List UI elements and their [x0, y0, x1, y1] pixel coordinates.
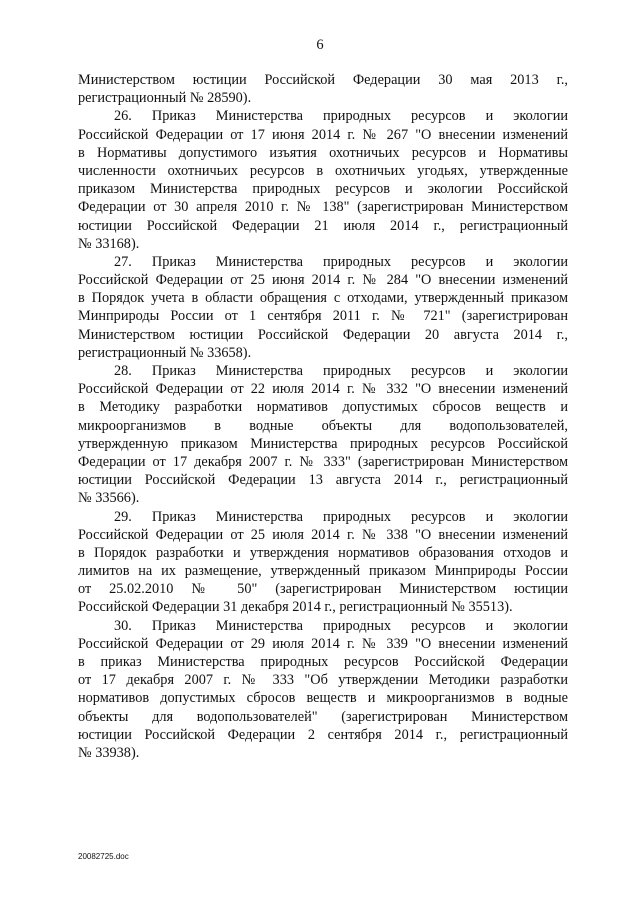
text-line: лимитов на их размещение, утвержденный приказом Минприроды России [78, 563, 568, 580]
paragraph-cont [78, 71, 568, 107]
text-line: нормативов допустимых сбросов веществ и микроорганизмов в водные [78, 690, 568, 707]
document-body [78, 71, 568, 762]
text-line: численности охотничьих ресурсов в охотничьих угодьях, утвержденные [78, 162, 568, 179]
text-line: в Порядок учета в области обращения с отходами, утвержденный приказом [78, 290, 568, 307]
text-line: 27. Приказ Министерства природных ресурсов и экологии [114, 253, 568, 270]
text-line: Российской Федерации от 22 июля 2014 г. № 332 "О внесении изменений [78, 381, 568, 398]
text-line: в Методику разработки нормативов допустимых сбросов веществ и [78, 399, 568, 416]
text-line: от 25.02.2010 № 50" (зарегистрирован Министерством юстиции [78, 581, 568, 598]
text-line: Российской Федерации от 25 июля 2014 г. № 338 "О внесении изменений [78, 526, 568, 543]
text-line: микроорганизмов в водные объекты для водопользователей, [78, 417, 568, 434]
text-line: объекты для водопользователей" (зарегистрирован Министерством [78, 708, 568, 725]
text-line: 26. Приказ Министерства природных ресурсов и экологии [114, 108, 568, 125]
file-name-footer: 20082725.doc [78, 852, 129, 861]
text-line: № 33938). [78, 744, 140, 761]
text-line: регистрационный № 33658). [78, 344, 252, 361]
paragraph-item-27 [78, 253, 568, 362]
paragraph-item-30 [78, 617, 568, 763]
text-line: 28. Приказ Министерства природных ресурсов и экологии [114, 363, 568, 379]
text-line: Российской Федерации от 25 июня 2014 г. № 284 "О внесении изменений [78, 272, 568, 289]
text-line: юстиции Российской Федерации 13 августа 2014 г., регистрационный [78, 472, 568, 489]
text-line: в Порядок разработки и утверждения нормативов образования отходов и [78, 544, 568, 561]
text-line: № 33566). [78, 490, 140, 507]
paragraph-item-26 [78, 107, 568, 253]
text-line: в приказ Министерства природных ресурсов Российской Федерации [78, 654, 568, 670]
text-line: в Нормативы допустимого изъятия охотничьих ресурсов и Нормативы [78, 144, 568, 161]
text-line: 30. Приказ Министерства природных ресурсов и экологии [114, 617, 568, 634]
text-line: Министерством юстиции Российской Федерации 30 мая 2013 г., [78, 72, 568, 88]
paragraph-item-29 [78, 508, 568, 617]
text-line: приказом Министерства природных ресурсов и экологии Российской [78, 181, 568, 198]
text-line: 29. Приказ Министерства природных ресурсов и экологии [114, 508, 568, 525]
text-line: Федерации от 30 апреля 2010 г. № 138" (зарегистрирован Министерством [78, 199, 568, 216]
paragraph-item-28 [78, 362, 568, 508]
text-line: Российской Федерации от 29 июля 2014 г. № 339 "О внесении изменений [78, 635, 568, 652]
text-line: от 17 декабря 2007 г. № 333 "Об утверждении Методики разработки [78, 672, 568, 689]
text-line: юстиции Российской Федерации 2 сентября 2014 г., регистрационный [78, 726, 568, 743]
text-line: утвержденную приказом Министерства природных ресурсов Российской [78, 435, 568, 452]
text-line: Министерством юстиции Российской Федерации 20 августа 2014 г., [78, 326, 568, 343]
text-line: Российской Федерации 31 декабря 2014 г., регистрационный № 35513). [78, 599, 513, 616]
text-line: Федерации от 17 декабря 2007 г. № 333" (зарегистрирован Министерством [78, 453, 568, 470]
page-number: 6 [316, 37, 324, 53]
text-line: Минприроды России от 1 сентября 2011 г. № 721" (зарегистрирован [78, 308, 568, 325]
text-line: юстиции Российской Федерации 21 июля 2014 г., регистрационный [78, 217, 568, 234]
text-line: регистрационный № 28590). [78, 90, 252, 107]
text-line: № 33168). [78, 235, 140, 252]
text-line: Российской Федерации от 17 июня 2014 г. № 267 "О внесении изменений [78, 126, 568, 143]
